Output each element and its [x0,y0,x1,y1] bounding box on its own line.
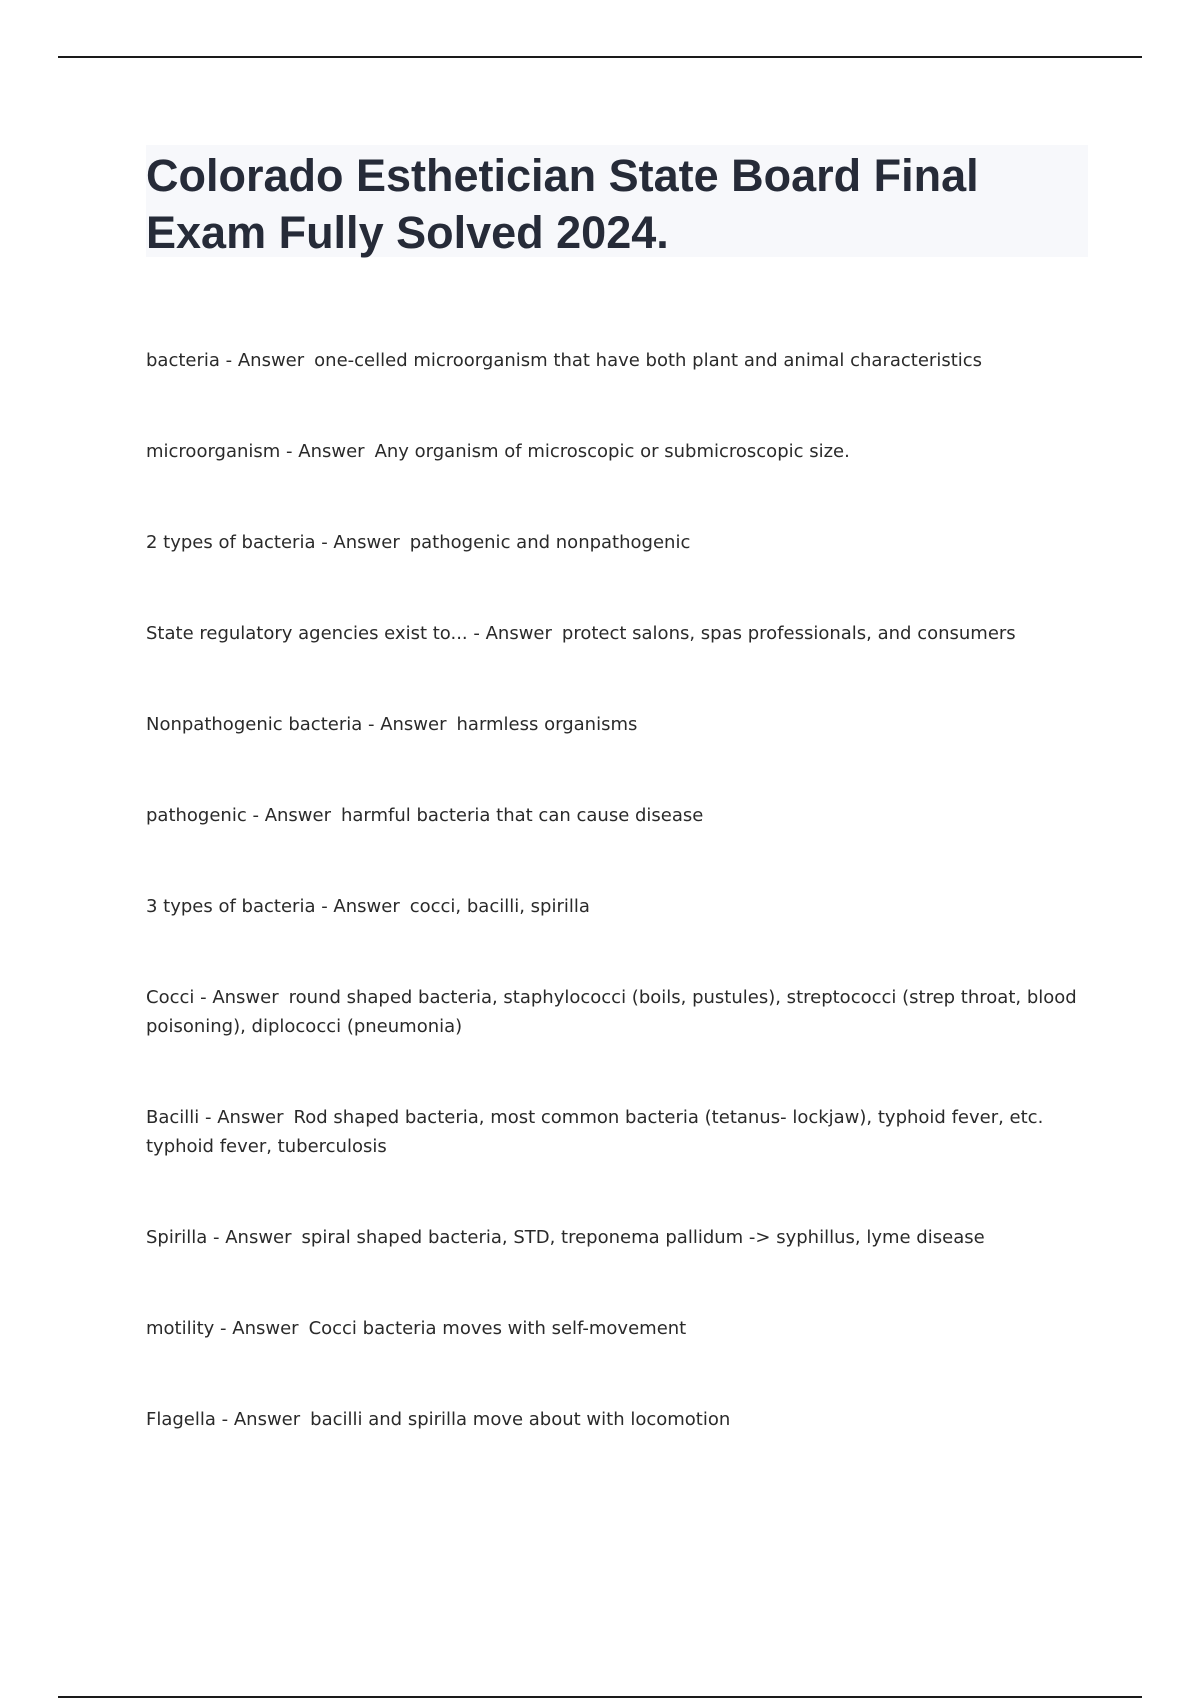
qa-answer: harmless organisms [456,714,638,735]
qa-item [146,1103,1086,1161]
qa-item [146,983,1086,1041]
qa-item [146,437,1086,466]
qa-answer: bacilli and spirilla move about with locomotion [310,1409,731,1430]
qa-separator: - Answer [467,623,552,644]
qa-item [146,1405,1086,1434]
qa-term: Bacilli [146,1107,200,1128]
qa-separator: - Answer [207,1227,292,1248]
qa-answer: one-celled microorganism that have both plant and animal characteristics [314,350,983,371]
qa-item [146,1223,1086,1252]
qa-separator: - Answer [362,714,447,735]
qa-item [146,892,1086,921]
qa-answer: round shaped bacteria, staphylococci (boils, pustules), streptococci (strep throat, blood poisoning), diplococci (pneumonia) [146,987,1077,1037]
qa-item [146,346,1086,375]
qa-term: Nonpathogenic bacteria [146,714,363,735]
top-rule [58,56,1142,58]
qa-answer: pathogenic and nonpathogenic [409,532,691,553]
qa-item [146,710,1086,739]
qa-answer: Cocci bacteria moves with self-movement [308,1318,687,1339]
qa-term: Cocci [146,987,195,1008]
qa-item [146,619,1086,648]
qa-separator: - Answer [315,896,400,917]
qa-answer: protect salons, spas professionals, and consumers [561,623,1016,644]
qa-term: State regulatory agencies exist to... [146,623,468,644]
qa-answer: Any organism of microscopic or submicroscopic size. [374,441,850,462]
qa-list [146,346,1086,1496]
qa-separator: - Answer [246,805,331,826]
qa-term: motility [146,1318,215,1339]
qa-term: Spirilla [146,1227,208,1248]
qa-term: 3 types of bacteria [146,896,316,917]
qa-separator: - Answer [219,350,305,371]
qa-separator: - Answer [199,1107,284,1128]
qa-term: bacteria [146,350,220,371]
qa-item [146,1314,1086,1343]
qa-term: 2 types of bacteria [146,532,316,553]
qa-separator: - Answer [215,1409,301,1430]
qa-term: pathogenic [146,805,247,826]
qa-separator: - Answer [214,1318,299,1339]
qa-answer: harmful bacteria that can cause disease [340,805,704,826]
qa-separator: - Answer [194,987,279,1008]
qa-item [146,801,1086,830]
document-title: Colorado Esthetician State Board Final Exam Fully Solved 2024. [146,150,979,258]
qa-term: Flagella [146,1409,216,1430]
qa-item [146,528,1086,557]
qa-separator: - Answer [315,532,400,553]
qa-answer: Rod shaped bacteria, most common bacteria (tetanus- lockjaw), typhoid fever, etc. typhoid fever, tuberculosis [146,1107,1044,1157]
qa-answer: spiral shaped bacteria, STD, treponema pallidum -> syphillus, lyme disease [301,1227,985,1248]
qa-answer: cocci, bacilli, spirilla [409,896,590,917]
qa-term: microorganism [146,441,281,462]
qa-separator: - Answer [280,441,365,462]
bottom-rule [58,1696,1142,1698]
title-block [146,145,1088,257]
